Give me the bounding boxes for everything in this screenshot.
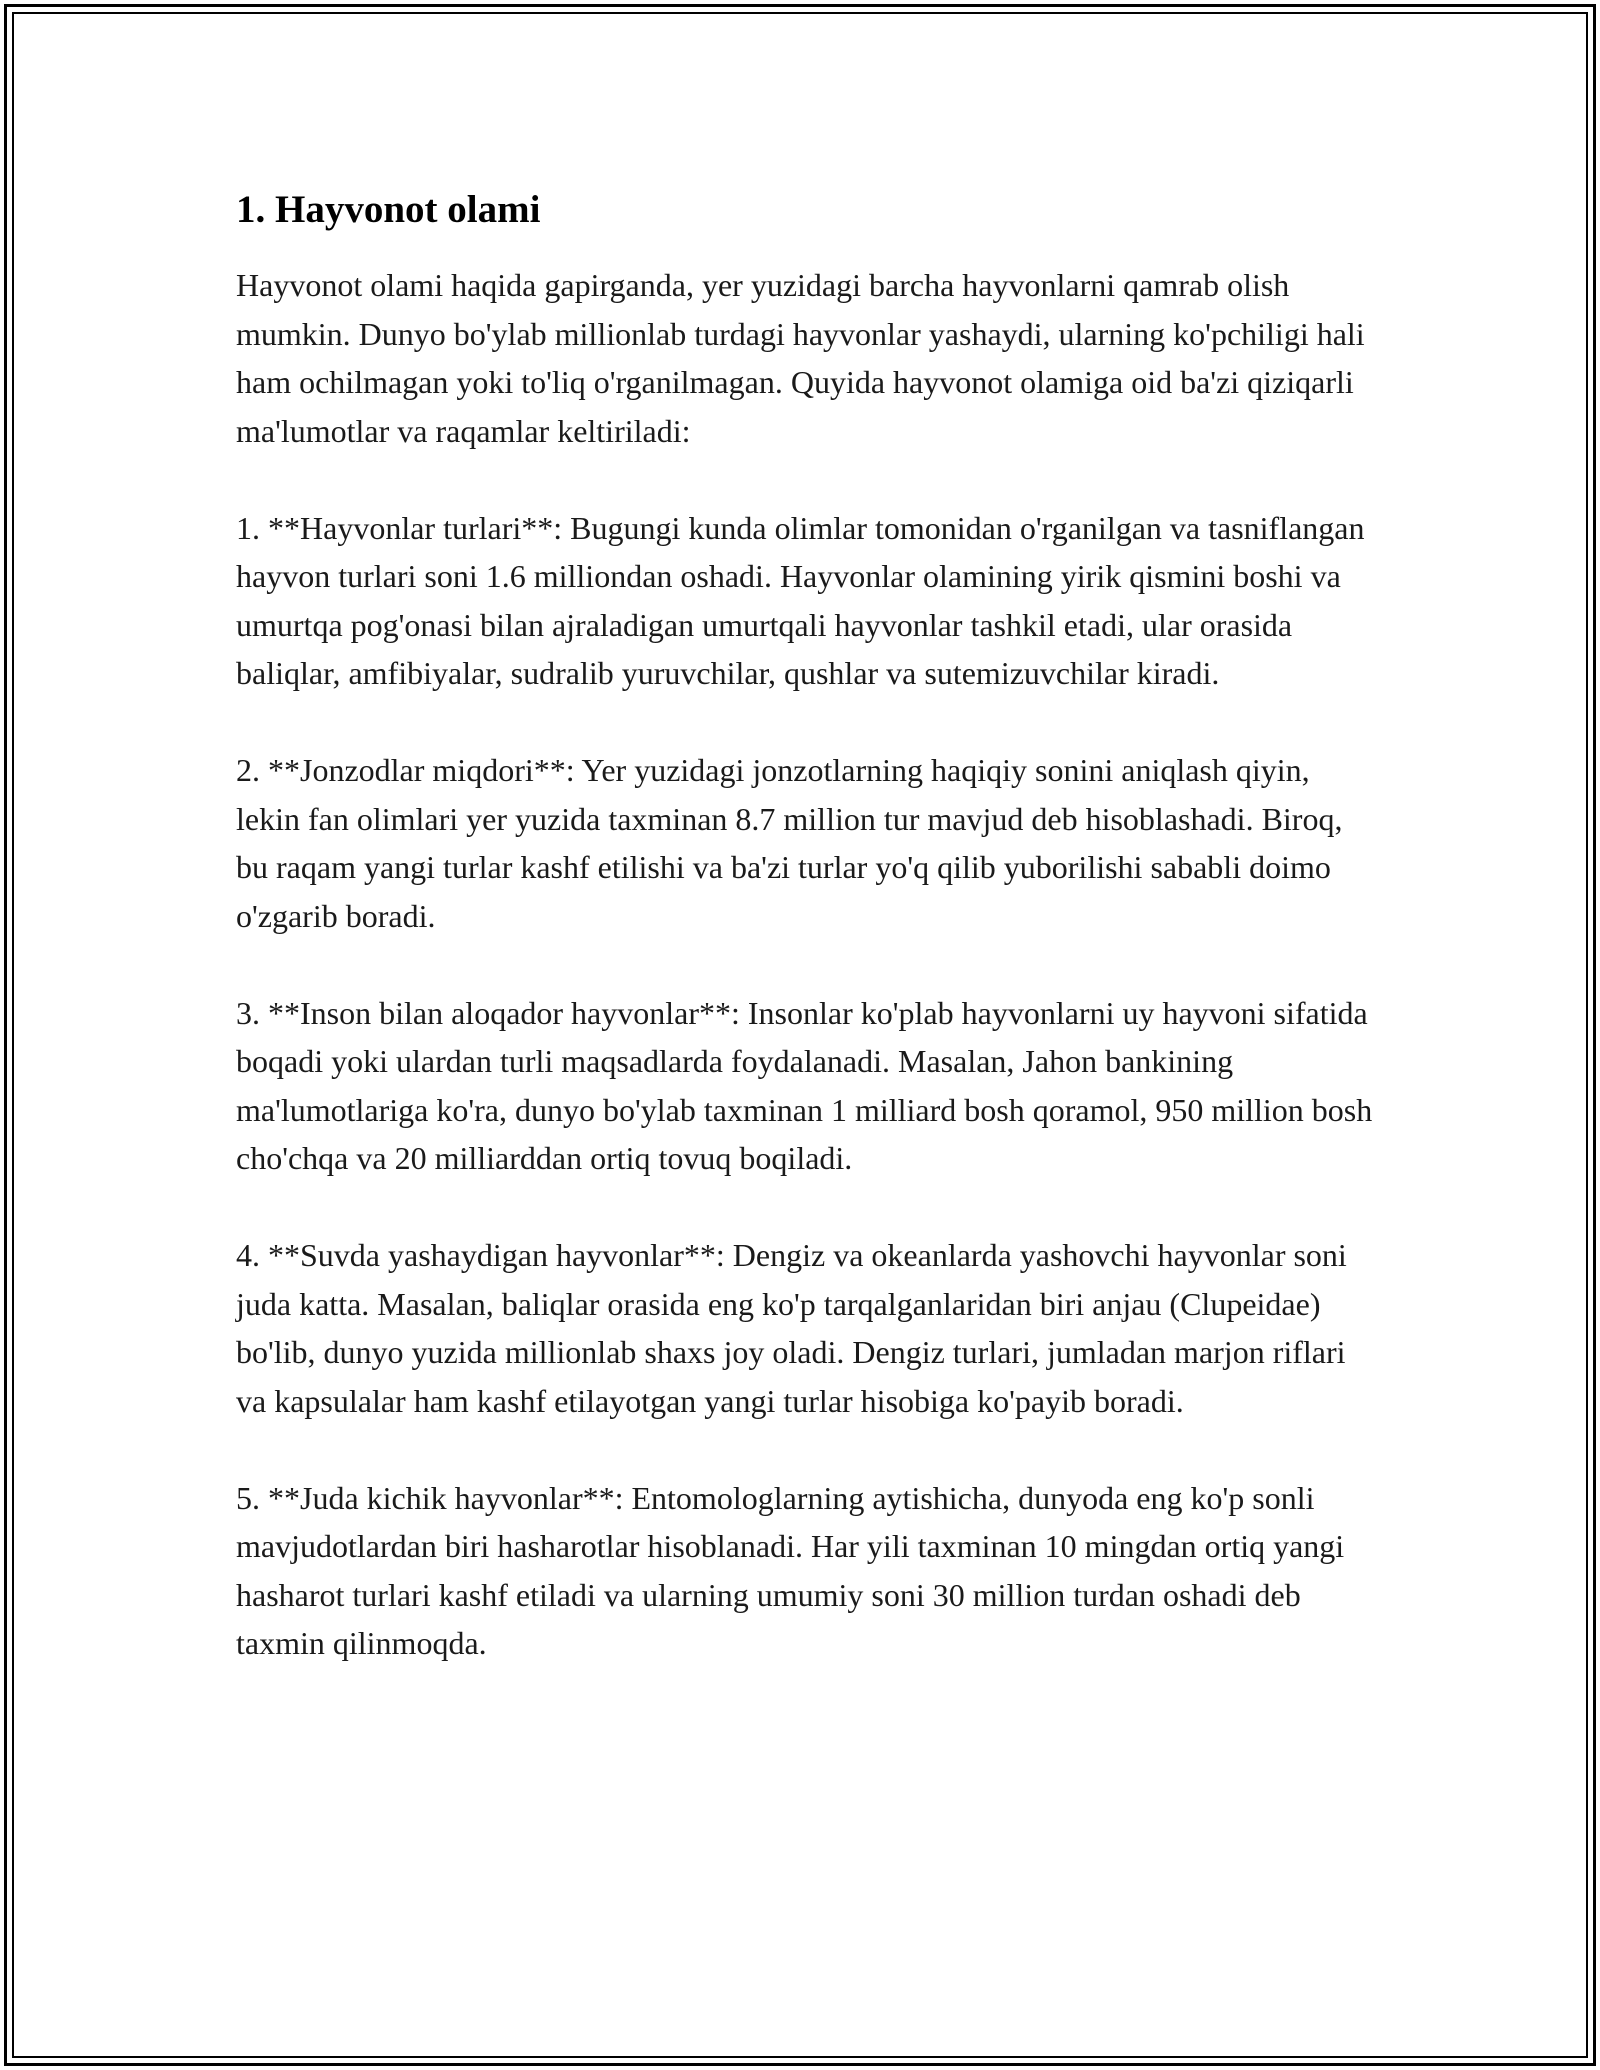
intro-paragraph: Hayvonot olami haqida gapirganda, yer yuzidagi barcha hayvonlarni qamrab olish mumkin. Dunyo bo'ylab millionlab turdagi hayvonlar yashaydi, ularning ko'pchiligi hali ham ochilmagan yoki to'liq o'rganilmagan. Quyida hayvonot olamiga oid ba'zi qiziqarli ma'lumotlar va raqamlar keltiriladi: — [236, 267, 1365, 449]
list-item: 5. **Juda kichik hayvonlar**: Entomologlarning aytishicha, dunyoda eng ko'p sonli mavjudotlardan biri hasharotlar hisoblanadi. Har yili taxminan 10 mingdan ortiq yangi hasharot turlari kashf etiladi va ularning umumiy soni 30 million turdan oshadi deb taxmin qilinmoqda. — [236, 1479, 1345, 1661]
list-item: 1. **Hayvonlar turlari**: Bugungi kunda olimlar tomonidan o'rganilgan va tasniflangan hayvon turlari soni 1.6 milliondan oshadi. Hayvonlar olamining yirik qismini boshi va umurtqa pog'onasi bilan ajraladigan umurtqali hayvonlar tashkil etadi, ular orasida baliqlar, amfibiyalar, sudralib yuruvchilar, qushlar va sutemizuvchilar kiradi. — [236, 509, 1365, 691]
document-body — [236, 186, 1376, 1668]
section-heading: 1. Hayvonot olami — [236, 188, 541, 231]
list-item: 4. **Suvda yashaydigan hayvonlar**: Dengiz va okeanlarda yashovchi hayvonlar soni juda katta. Masalan, baliqlar orasida eng ko'p tarqalganlaridan biri anjau (Clupeidae) bo'lib, dunyo yuzida millionlab shaxs joy oladi. Dengiz turlari, jumladan marjon riflari va kapsulalar ham kashf etilayotgan yangi turlar hisobiga ko'payib boradi. — [236, 1237, 1347, 1419]
list-item: 3. **Inson bilan aloqador hayvonlar**: Insonlar ko'plab hayvonlarni uy hayvoni sifatida boqadi yoki ulardan turli maqsadlarda foydalanadi. Masalan, Jahon bankining ma'lumotlariga ko'ra, dunyo bo'ylab taxminan 1 milliard bosh qoramol, 950 million bosh cho'chqa va 20 milliarddan ortiq tovuq boqiladi. — [236, 994, 1373, 1176]
list-item: 2. **Jonzodlar miqdori**: Yer yuzidagi jonzotlarning haqiqiy sonini aniqlash qiyin, lekin fan olimlari yer yuzida taxminan 8.7 million tur mavjud deb hisoblashadi. Biroq, bu raqam yangi turlar kashf etilishi va ba'zi turlar yo'q qilib yuborilishi sababli doimo o'zgarib boradi. — [236, 752, 1343, 934]
